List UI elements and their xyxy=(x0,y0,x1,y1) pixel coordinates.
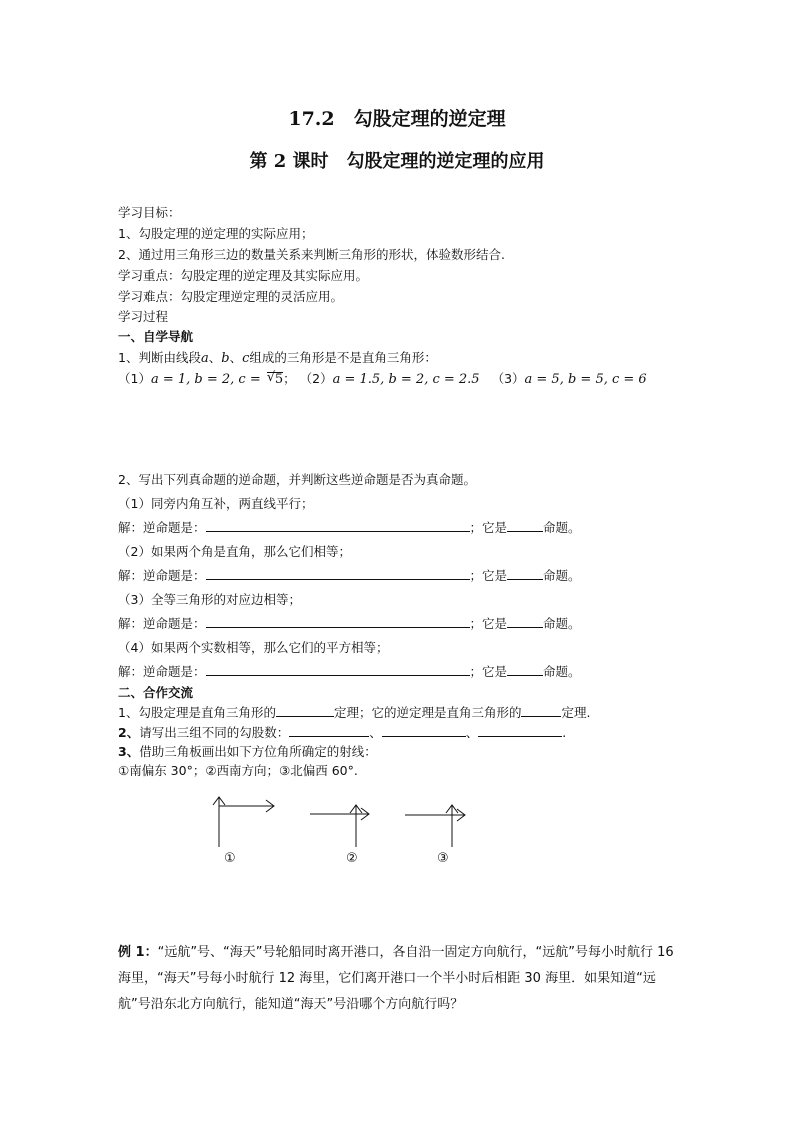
answer-blank-short[interactable] xyxy=(507,567,543,580)
s2-q2-label: 2、 xyxy=(118,725,140,740)
answer-mid: ；它是 xyxy=(469,568,508,583)
answer-end: 命题。 xyxy=(543,520,581,535)
q2-answer-3 xyxy=(118,614,581,632)
q2-item-4: （4）如果两个实数相等，那么它们的平方相等； xyxy=(118,640,389,655)
key-point: 学习重点：勾股定理的逆定理及其实际应用。 xyxy=(118,268,369,283)
example-1 xyxy=(118,940,688,1018)
q1-part3-math: a = 5, b = 5, c = 6 xyxy=(524,372,647,387)
s2-q1-part-c: 定理. xyxy=(561,705,591,720)
q1-sep1: 、 xyxy=(208,350,222,365)
s2-q2-sep: 、 xyxy=(465,725,479,740)
question-1-parts xyxy=(118,369,647,387)
answer-mid: ；它是 xyxy=(469,520,508,535)
s2-q3-text: 借助三角板画出如下方位角所确定的射线： xyxy=(139,744,377,759)
q1-part1-label: （1） xyxy=(118,371,151,386)
question-2: 2、写出下列真命题的逆命题，并判断这些逆命题是否为真命题。 xyxy=(118,472,476,487)
page-subtitle: 第 2 课时 勾股定理的逆定理的应用 xyxy=(249,151,545,172)
q1-part1-end: ； xyxy=(283,371,296,386)
q1-prefix: 1、判断由线段 xyxy=(118,350,201,365)
process-heading: 学习过程 xyxy=(118,309,169,324)
answer-prefix: 解：逆命题是： xyxy=(118,616,206,631)
figure-label-3: ③ xyxy=(437,851,449,866)
s2-q2-text: 请写出三组不同的勾股数： xyxy=(139,725,290,740)
example-label: 例 1： xyxy=(118,945,158,960)
answer-blank[interactable] xyxy=(206,663,470,676)
page-title: 17.2 勾股定理的逆定理 xyxy=(288,108,506,130)
q1-sqrt-radicand: 5 xyxy=(274,372,284,387)
s2-q1-part-b: 定理；它的逆定理是直角三角形的 xyxy=(333,705,522,720)
direction-axes-2 xyxy=(310,805,369,847)
q1-part2-math: a = 1.5, b = 2, c = 2.5 xyxy=(332,372,480,387)
s2-question-3 xyxy=(118,742,377,760)
q2-answer-2 xyxy=(118,566,581,584)
s2-question-2 xyxy=(118,723,566,741)
answer-blank[interactable] xyxy=(206,567,470,580)
section2-heading: 二、合作交流 xyxy=(118,685,194,700)
s2-question-1 xyxy=(118,703,590,721)
answer-mid: ；它是 xyxy=(469,616,508,631)
q2-item-1: （1）同旁内角互补，两直线平行； xyxy=(118,496,314,511)
q2-item-2: （2）如果两个角是直角，那么它们相等； xyxy=(118,544,351,559)
s2-q1-blank-1[interactable] xyxy=(276,704,334,717)
answer-blank-short[interactable] xyxy=(507,663,543,676)
q1-part2-label: （2） xyxy=(299,371,333,386)
pythagorean-triple-blank-2[interactable] xyxy=(382,724,466,737)
difficulty: 学习难点：勾股定理逆定理的灵活应用。 xyxy=(118,289,344,304)
answer-end: 命题。 xyxy=(543,616,581,631)
question-1 xyxy=(118,348,437,366)
q1-sep2: 、 xyxy=(229,350,243,365)
answer-end: 命题。 xyxy=(543,568,581,583)
objective-item-2: 2、通过用三角形三边的数量关系来判断三角形的形状，体验数形结合. xyxy=(118,247,505,262)
radical-sign-icon: √ xyxy=(266,370,276,385)
s2-q2-sep: 、 xyxy=(369,725,382,740)
s2-question-3-directions: ①南偏东 30°；②西南方向；③北偏西 60°. xyxy=(118,763,358,778)
pythagorean-triple-blank-1[interactable] xyxy=(289,724,369,737)
answer-blank[interactable] xyxy=(206,519,470,532)
section1-heading: 一、自学导航 xyxy=(118,329,194,344)
objective-item-1: 1、勾股定理的逆定理的实际应用； xyxy=(118,226,314,241)
sqrt-five xyxy=(267,372,283,387)
answer-blank[interactable] xyxy=(206,615,470,628)
objectives-heading: 学习目标： xyxy=(118,205,181,220)
s2-q1-part-a: 1、勾股定理是直角三角形的 xyxy=(118,705,276,720)
answer-blank-short[interactable] xyxy=(507,519,543,532)
answer-prefix: 解：逆命题是： xyxy=(118,520,206,535)
q2-answer-1 xyxy=(118,518,581,536)
answer-prefix: 解：逆命题是： xyxy=(118,664,206,679)
q1-var-b: b xyxy=(221,351,230,366)
q1-suffix: 组成的三角形是不是直角三角形： xyxy=(249,350,437,365)
s2-q2-end: . xyxy=(562,725,567,740)
q1-var-a: a xyxy=(200,351,209,366)
figure-label-1: ① xyxy=(224,851,236,866)
example-text: “远航”号、“海天”号轮船同时离开港口，各自沿一固定方向航行，“远航”号每小时航行 16 海里，“海天”号每小时航行 12 海里，它们离开港口一个半小时后相距 30 海里．如果知道“远航”号沿东北方向航行，能知道“海天”号沿哪个方向航行吗？ xyxy=(118,945,674,1012)
answer-blank-short[interactable] xyxy=(507,615,543,628)
s2-q1-blank-2[interactable] xyxy=(521,704,561,717)
direction-axes-3 xyxy=(405,805,465,847)
q2-answer-4 xyxy=(118,662,581,680)
q2-item-3: （3）全等三角形的对应边相等； xyxy=(118,592,301,607)
pythagorean-triple-blank-3[interactable] xyxy=(478,724,562,737)
s2-q3-label: 3、 xyxy=(118,744,140,759)
answer-prefix: 解：逆命题是： xyxy=(118,568,206,583)
q1-part1-math: a = 1, b = 2, c = xyxy=(150,372,265,387)
figure-label-2: ② xyxy=(346,851,358,866)
answer-end: 命题。 xyxy=(543,664,581,679)
q1-var-c: c xyxy=(242,351,250,366)
answer-mid: ；它是 xyxy=(469,664,508,679)
direction-axes-1 xyxy=(213,797,274,847)
q1-part3-label: （3） xyxy=(491,371,525,386)
